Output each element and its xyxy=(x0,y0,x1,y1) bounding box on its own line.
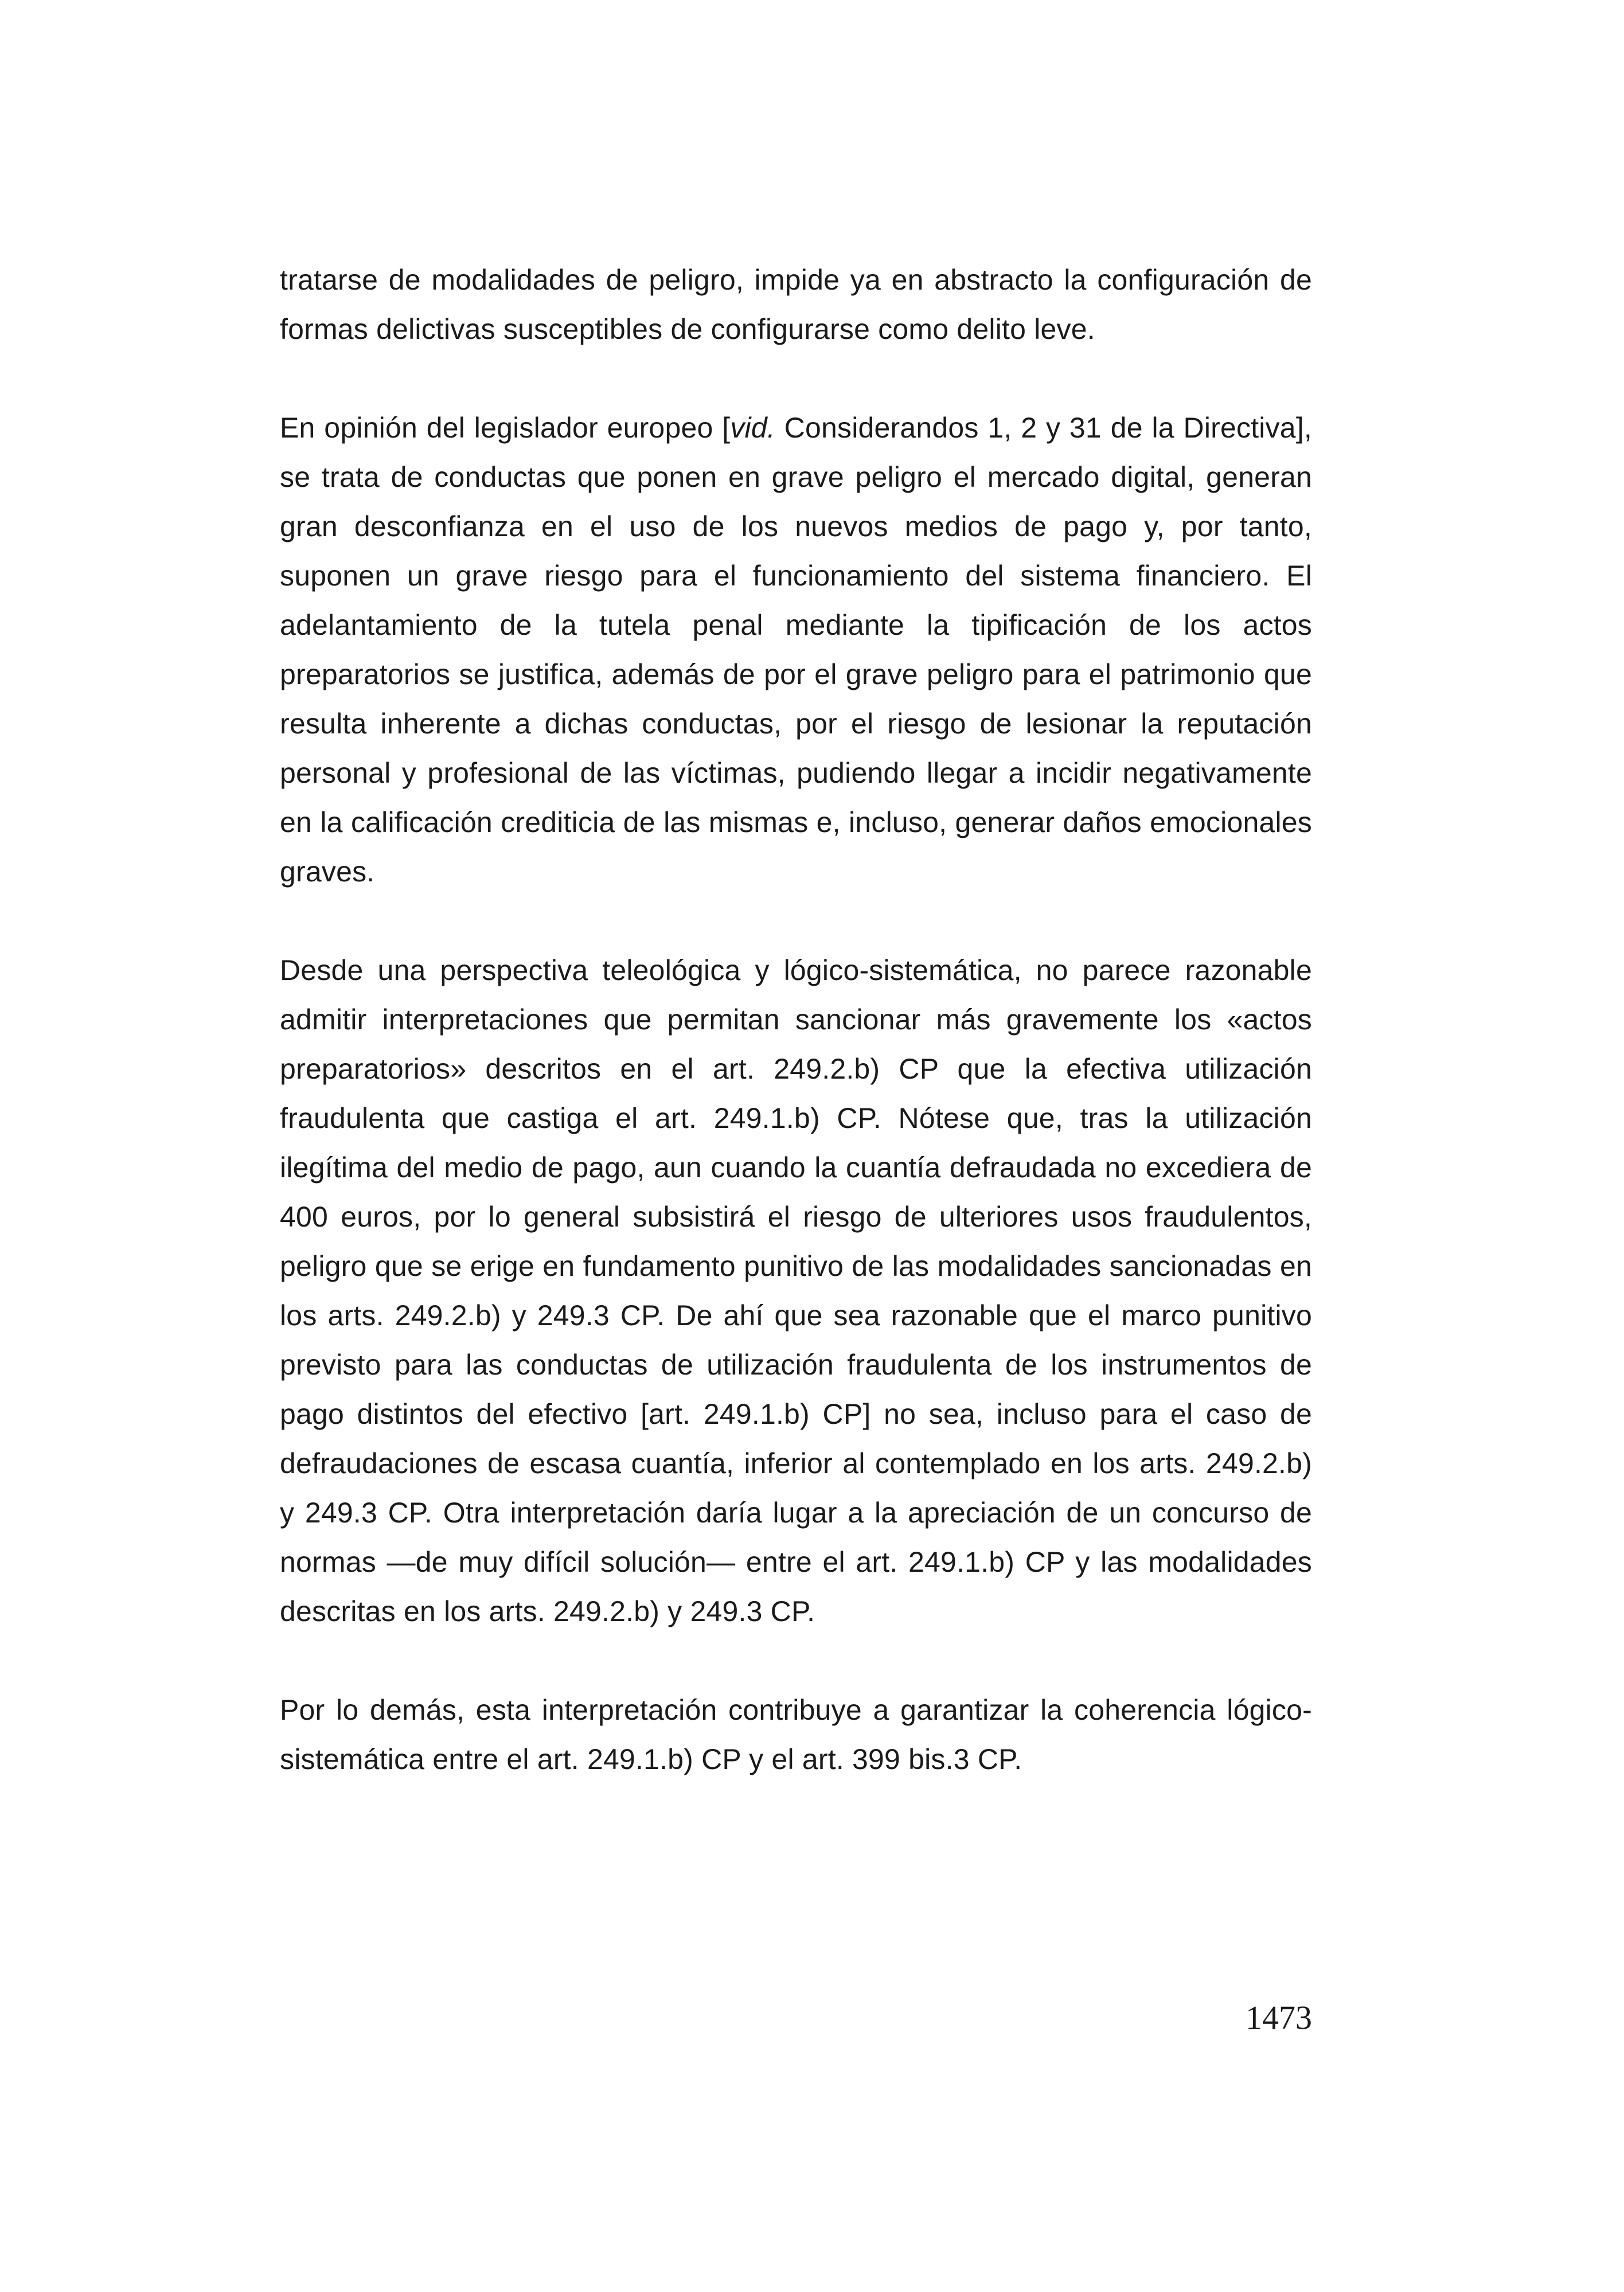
paragraph-2 xyxy=(280,403,1312,896)
paragraph-2-rest: Considerandos 1, 2 y 31 de la Directiva], xyxy=(775,412,1312,444)
paragraph-1: tratarse de modalidades de peligro, impide ya en abstracto la configuración de formas delictivas susceptibles de configurarse como delito leve. xyxy=(280,264,1312,345)
paragraph-3: Desde una perspectiva teleológica y lógico-sistemática, no parece razonable admitir interpretaciones que permitan sancionar más gravemente los «actos preparatorios» descritos en el art. 249.2.b) CP que la efectiva utilización fraudulenta que castiga el art. 249.1.b) CP. Nótese que, tras la utilización ilegítima del medio de pago, aun cuando la cuantía defraudada no excediera de 400 euros, por lo general subsistirá el riesgo de ulteriores usos fraudulentos, peligro que se erige en fundamento punitivo de las modalidades sancionadas en los arts. 249.2.b) y 249.3 CP. De ahí que sea razonable que el marco punitivo previsto para las conductas de utilización fraudulenta de los instrumentos de pago distintos del efectivo [art. 249.1.b) CP] no sea, incluso para el caso de defraudaciones de escasa cuantía, inferior al contemplado en los arts. 249.2.b) y 249.3 CP. Otra interpretación daría lugar a la apreciación de un concurso de normas —de muy difícil solución— entre el art. 249.1.b) CP y las modalidades descritas en los arts. 249.2.b) y 249.3 CP. xyxy=(280,954,1312,1627)
body-text xyxy=(280,255,1312,1784)
paragraph-4: Por lo demás, esta interpretación contribuye a garantizar la coherencia lógico-sistemática entre el art. 249.1.b) CP y el art. 399 bis.3 CP. xyxy=(280,1694,1312,1775)
paragraph-2-vid: vid. xyxy=(730,412,775,444)
paragraph-2-body: se trata de conductas que ponen en grave peligro el mercado digital, generan gran desconfianza en el uso de los nuevos medios de pago y, por tanto, suponen un grave riesgo para el funcionamiento del sistema financiero. El adelantamiento de la tutela penal mediante la tipificación de los actos preparatorios se justifica, además de por el grave peligro para el patrimonio que resulta inherente a dichas conductas, por el riesgo de lesionar la reputación personal y profesional de las víctimas, pudiendo llegar a incidir negativamente en la calificación crediticia de las mismas e, incluso, generar daños emocionales graves. xyxy=(280,461,1312,888)
paragraph-2-intro: En opinión del legislador europeo [ xyxy=(280,412,731,444)
page-number: 1473 xyxy=(1246,1999,1312,2036)
